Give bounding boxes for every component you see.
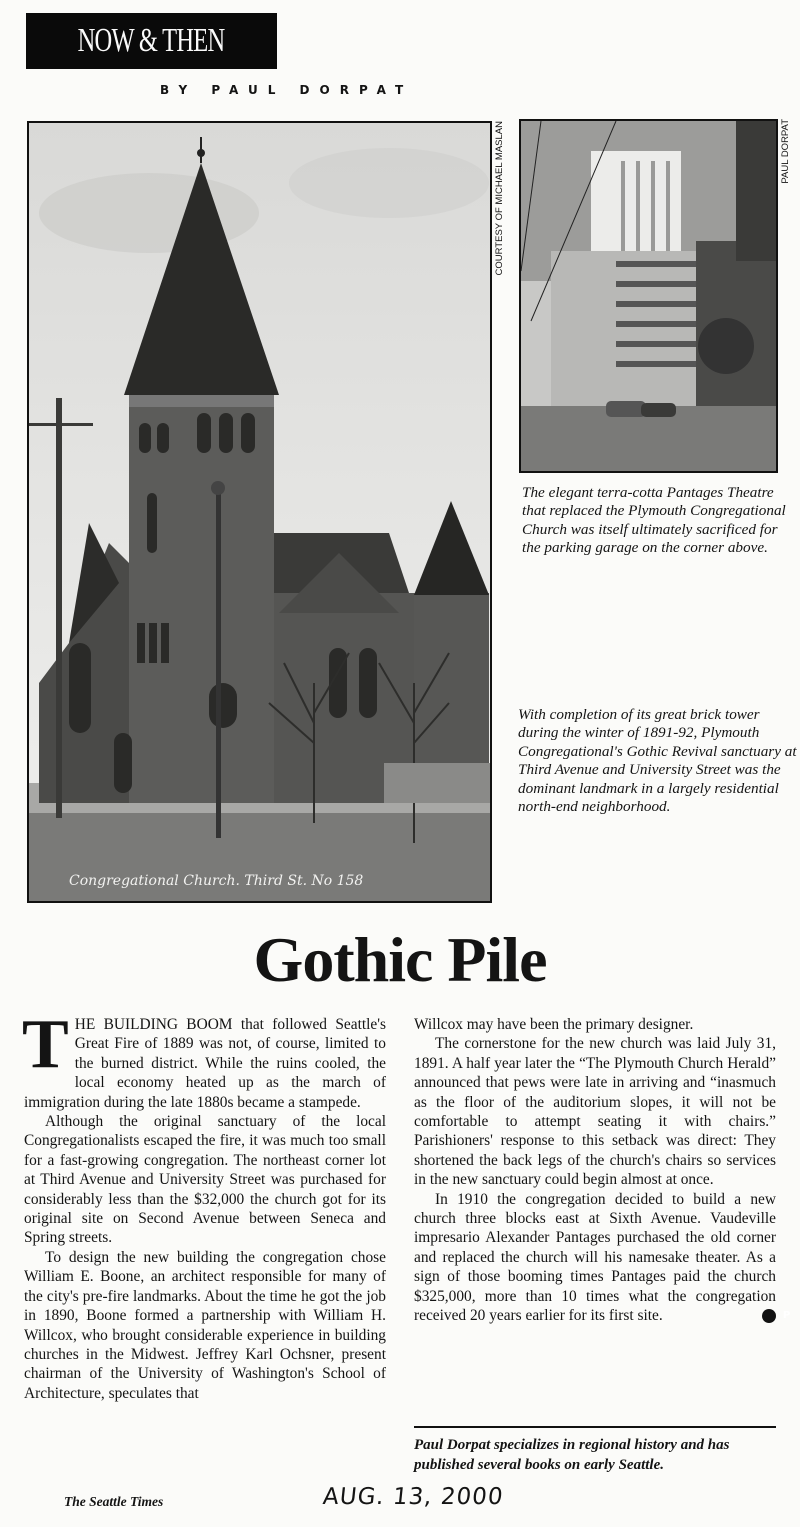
- article-column-2: [414, 1015, 791, 1326]
- paragraph-text: In 1910 the congregation decided to build a new church three blocks east at Sixth Avenue. Vaudeville impresario Alexander Pantages purchased the old corner and replaced the church will his namesake theater. As a sign of those booming times Pantages paid the church $325,000, more than 10 times what the congregation received 20 years earlier for its first site.: [414, 1190, 776, 1325]
- paragraph: To design the new building the congregation chose William E. Boone, an architect responsible for many of the city's pre-fire landmarks. About the time he got the job in 1890, Boone formed a partnership with William H. Willcox, who brought considerable experience in building churches in the Midwest. Jeffrey Karl Ochsner, present chairman of the University of Washington's School of Architecture, speculates that: [24, 1248, 386, 1402]
- author-bio: Paul Dorpat specializes in regional history and has published several books on early Seattle.: [414, 1437, 730, 1473]
- paragraph: The cornerstone for the new church was laid July 31, 1891. A half year later the “The Plymouth Church Herald” announced that pews were late in arriving and “inasmuch as the floor of the auditorium slopes, it will not be comfortable to attempt seating it with chairs.” Parishioners' response to this setback was direct: They shortened the back legs of the church's chairs so services in the new sanctuary could begin almost at once.: [414, 1035, 776, 1189]
- end-mark-icon: P: [762, 1309, 776, 1323]
- photo-inscription: Congregational Church. Third St. No 158: [69, 873, 364, 889]
- masthead: [26, 13, 277, 69]
- modern-street-illustration: [521, 121, 776, 471]
- photo-credit-historic: COURTESY OF MICHAEL MASLAN: [494, 121, 505, 276]
- drop-cap: T: [22, 1006, 69, 1083]
- church-illustration: [29, 123, 490, 901]
- caption-historic-photo: With completion of its great brick tower during the winter of 1891-92, Plymouth Congregational's Gothic Revival sanctuary at Third Avenue and University Street was the dominant landmark in a largely residential north-end neighborhood.: [518, 706, 797, 816]
- paragraph: Although the original sanctuary of the local Congregationalists escaped the fire, it was much too small for a fast-growing congregation. The northeast corner lot at Third Avenue and University Street was purchased for considerably less than the $32,000 the church got for its original site on Second Avenue between Seneca and Spring streets.: [24, 1113, 386, 1247]
- article-column-1: [22, 1006, 386, 1403]
- paragraph: [22, 1006, 386, 1112]
- handwritten-date: AUG. 13, 2000: [321, 1484, 505, 1510]
- masthead-title: NOW & THEN: [78, 22, 225, 59]
- publication-name: The Seattle Times: [64, 1494, 164, 1509]
- divider: [414, 1426, 776, 1428]
- historic-church-photo: [27, 121, 492, 903]
- modern-street-photo: [519, 119, 778, 473]
- paragraph-text: HE BUILDING BOOM that followed Seattle's Great Fire of 1889 was not, of course, limited to the burned district. While the ruins cooled, the local economy heated up as the march of immigration during the late 1880s became a stampede.: [24, 1016, 386, 1111]
- caption-modern-photo: The elegant terra-cotta Pantages Theatre that replaced the Plymouth Congregational Church was itself ultimately sacrificed for the parking garage on the corner above.: [522, 484, 786, 557]
- paragraph: [414, 1190, 791, 1326]
- photo-credit-modern: PAUL DORPAT: [780, 119, 791, 184]
- paragraph: Willcox may have been the primary designer.: [414, 1016, 694, 1033]
- headline: Gothic Pile: [253, 924, 547, 995]
- byline: BY PAUL DORPAT: [160, 83, 414, 97]
